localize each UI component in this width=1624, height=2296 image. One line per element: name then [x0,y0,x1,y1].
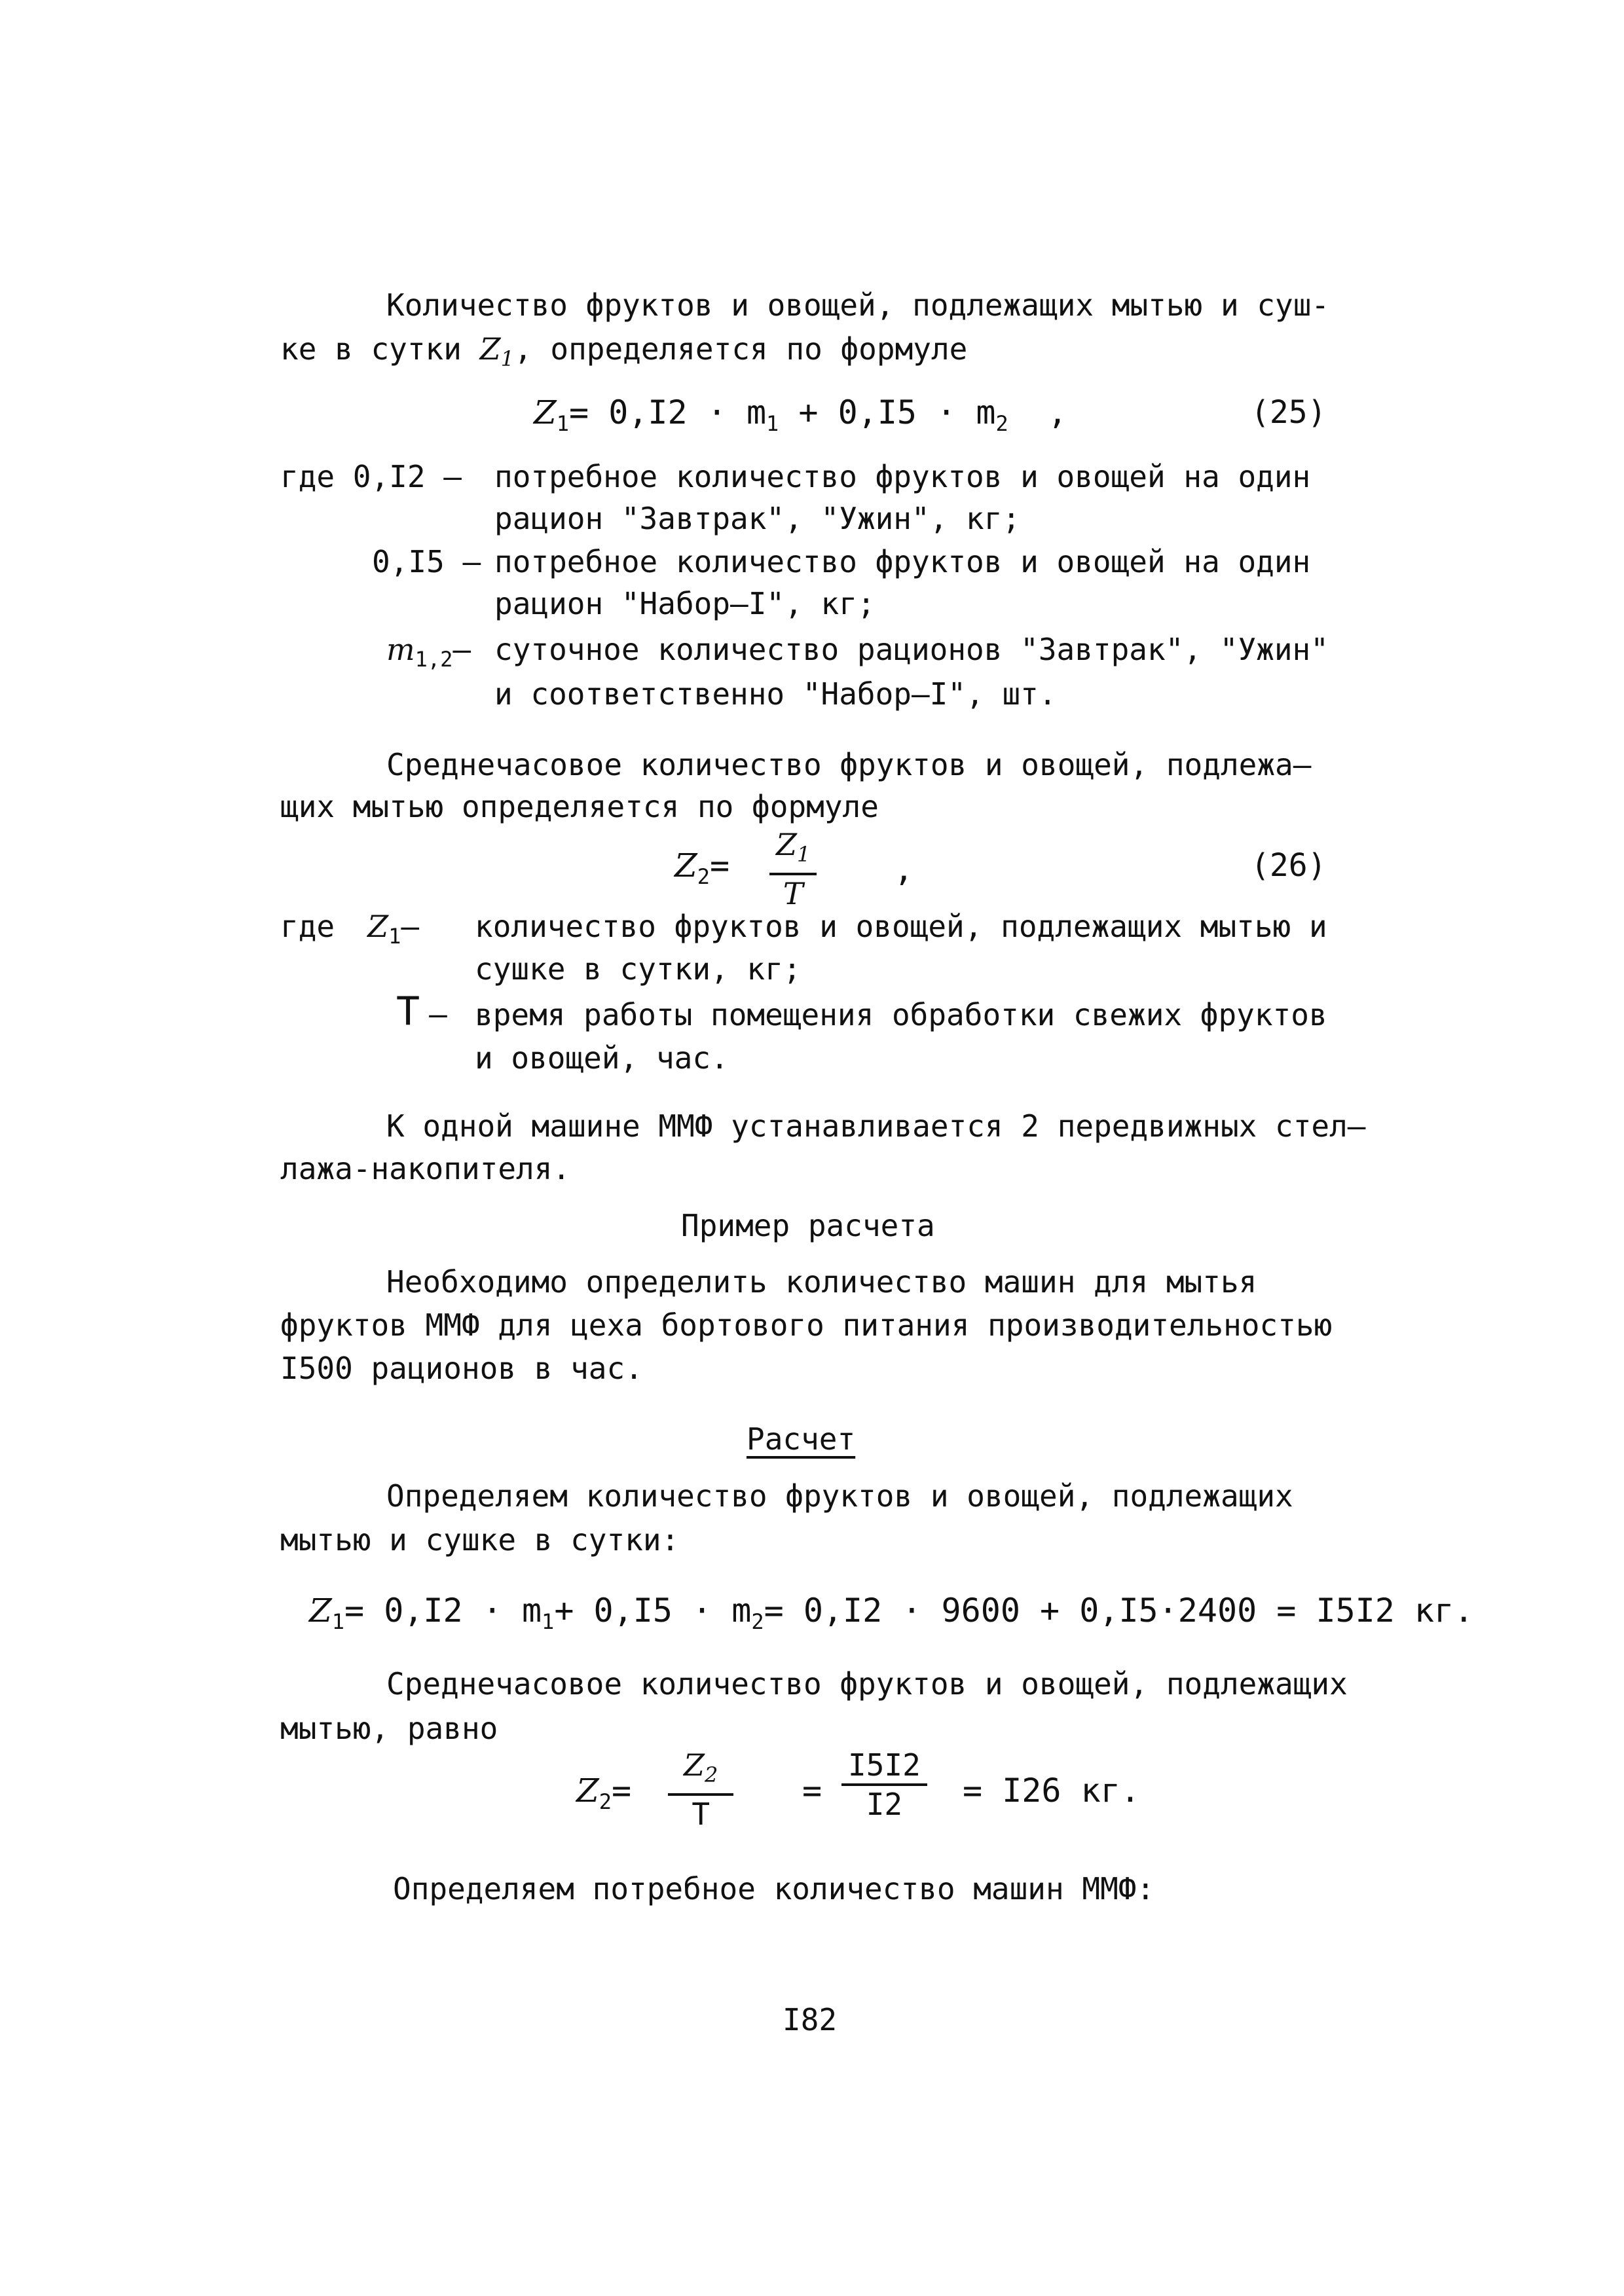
formula-26-fraction: $Z_1$ T [769,826,817,912]
para7-line-1: Определяем потребное количество машин ММФ: [393,1871,1155,1906]
para4-line-3: I500 рационов в час. [280,1351,643,1386]
where25-lead-3: $m_{1,2}-$ [386,632,471,672]
page-number: I82 [783,2002,838,2037]
where26-def-2b: и овощей, час. [475,1040,729,1076]
para6-line-1: Среднечасовое количество фруктов и овощей, подлежащих [386,1666,1348,1702]
para5-line-1: Определяем количество фруктов и овощей, подлежащих [386,1478,1293,1514]
where25-lead-1: где 0,I2 – [280,459,462,494]
calc-formula-1: $Z_1= 0,I2 \cdot m_1+ 0,I5 \cdot m_2= 0,I2 \cdot 9600 + 0,I5\cdot 2400 = I5I2$ кг. [309,1592,1474,1634]
para3-line-2: лажа-накопителя. [280,1151,571,1186]
para4-line-1: Необходимо определить количество машин для мытья [386,1264,1257,1300]
calc-formula-2-result: = I26 кг. [963,1772,1140,1810]
formula-25: $Z_1= 0,I2 \cdot m_1 + 0,I5 \cdot m_2$ , [534,393,1067,436]
where26-def-1b: сушке в сутки, кг; [475,951,802,987]
intro-line-2-tail: , определяется по формуле [513,331,968,367]
where26-lead-2: T – [396,989,447,1034]
intro-symbol-z1: $Z_1$ [479,331,514,372]
where25-def-3b: и соответственно "Набор–I", шт. [494,676,1057,712]
example-title: Пример расчета [681,1208,935,1243]
where25-def-2b: рацион "Набор–I", кг; [494,586,876,621]
para4-line-2: фруктов ММФ для цеха бортового питания производительностью [280,1307,1333,1343]
where26-def-1a: количество фруктов и овощей, подлежащих мытью и [475,909,1327,944]
equation-number-25: (25) [1251,394,1327,431]
formula-26-comma: , [894,850,914,888]
calc-title: Расчет [747,1421,856,1457]
where26-def-2a: время работы помещения обработки свежих фруктов [475,997,1327,1032]
where25-lead-2: 0,I5 – [372,544,481,579]
calc-formula-2-fraction-2: I5I2 I2 [841,1747,927,1823]
para3-line-1: К одной машине ММФ устанавливается 2 передвижных стел– [386,1108,1366,1144]
intro-line-2 [280,329,967,378]
where25-def-1b: рацион "Завтрак", "Ужин", кг; [494,501,1021,536]
para5-line-2: мытью и сушке в сутки: [280,1522,680,1558]
calc-formula-2-lhs: $Z_2=$ [576,1772,632,1814]
where26-lead-1: где $Z_1-$ [280,909,420,949]
para2-line-2: щих мытью определяется по формуле [280,789,879,824]
where25-def-2a: потребное количество фруктов и овощей на один [494,544,1311,579]
equation-number-26: (26) [1251,847,1327,884]
where25-def-3a: суточное количество рационов "Завтрак", "Ужин" [494,632,1329,667]
calc-formula-2-eq: = [802,1772,822,1810]
para6-line-2: мытью, равно [280,1711,498,1746]
where25-def-1a: потребное количество фруктов и овощей на один [494,459,1311,494]
para2-line-1: Среднечасовое количество фруктов и овощей, подлежа– [386,747,1312,782]
formula-26-lhs: $Z_2=$ [674,847,730,889]
calc-formula-2-fraction-1: $Z_2$ T [668,1747,733,1832]
intro-line-1: Количество фруктов и овощей, подлежащих мытью и суш- [386,287,1330,323]
intro-line-2-text: ке в сутки [280,331,462,367]
